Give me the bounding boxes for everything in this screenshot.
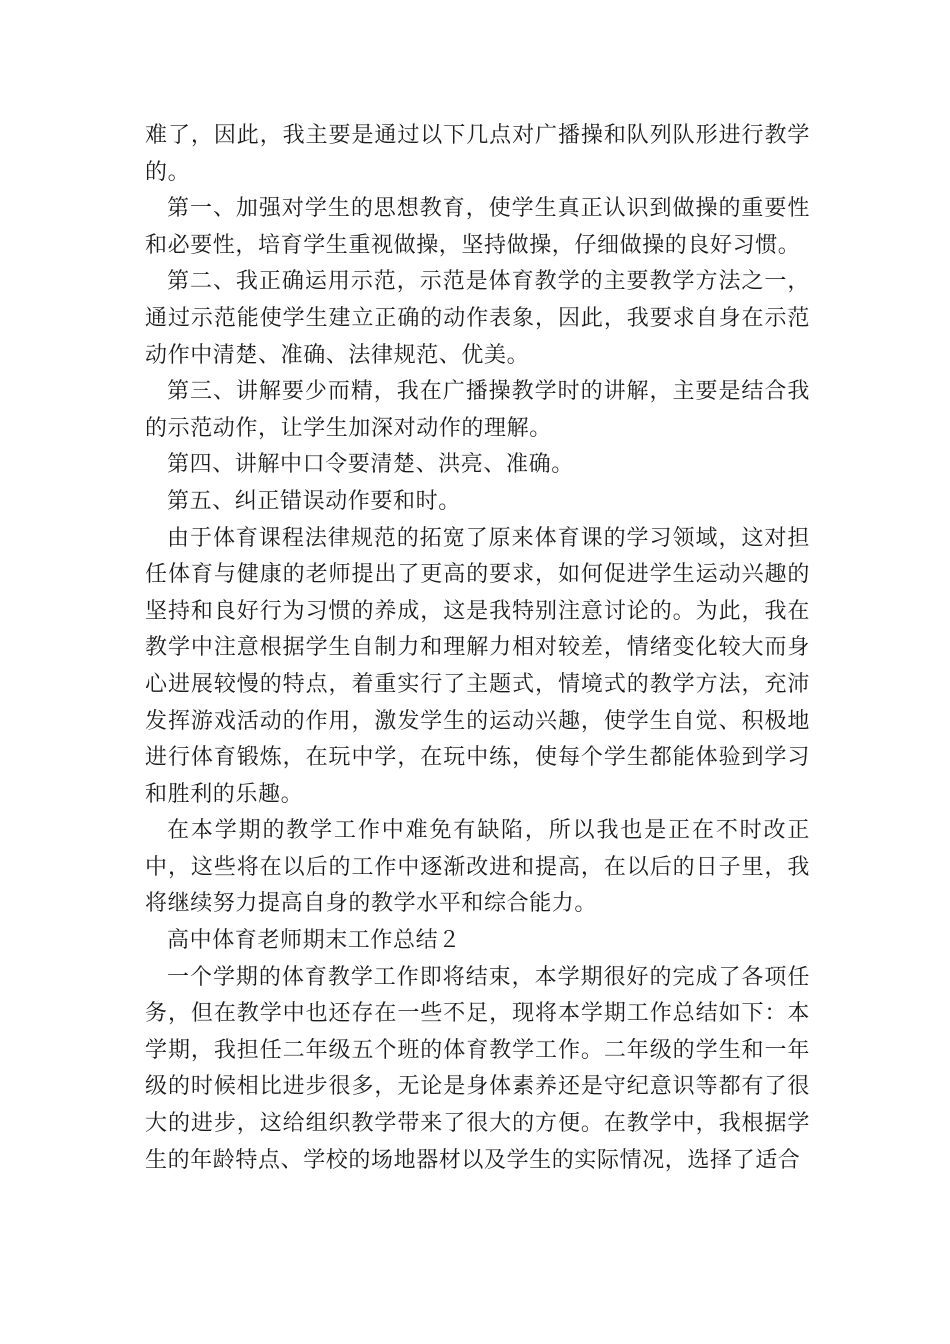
paragraph: 一个学期的体育教学工作即将结束，本学期很好的完成了各项任务，但在教学中也还存在一些不足，现将本学期工作总结如下：本学期，我担任二年级五个班的体育教学工作。二年级的学生和一年级的时候相比进步很多，无论是身体素养还是守纪意识等都有了很大的进步，这给组织教学带来了很大的方便。在教学中，我根据学生的年龄特点、学校的场地器材以及学生的实际情况，选择了适合 (145, 964, 810, 1173)
paragraph: 第二、我正确运用示范，示范是体育教学的主要教学方法之一，通过示范能使学生建立正确的动作表象，因此，我要求自身在示范动作中清楚、准确、法律规范、优美。 (145, 269, 810, 368)
paragraph: 第三、讲解要少而精，我在广播操教学时的讲解，主要是结合我的示范动作，让学生加深对动作的理解。 (145, 379, 810, 441)
paragraph: 第五、纠正错误动作要和时。 (167, 488, 461, 514)
section-heading: 高中体育老师期末工作总结２ (167, 928, 461, 954)
paragraph: 难了，因此，我主要是通过以下几点对广播操和队列队形进行教学的。 (145, 123, 810, 185)
document-body (145, 118, 810, 1179)
paragraph: 第一、加强对学生的思想教育，使学生真正认识到做操的重要性和必要性，培育学生重视做操，坚持做操，仔细做操的良好习惯。 (145, 196, 810, 258)
paragraph: 由于体育课程法律规范的拓宽了原来体育课的学习领域，这对担任体育与健康的老师提出了更高的要求，如何促进学生运动兴趣的坚持和良好行为习惯的养成，这是我特别注意讨论的。为此，我在教学中注意根据学生自制力和理解力相对较差，情绪变化较大而身心进展较慢的特点，着重实行了主题式，情境式的教学方法，充沛发挥游戏活动的作用，激发学生的运动兴趣，使学生自觉、积极地进行体育锻炼，在玩中学，在玩中练，使每个学生都能体验到学习和胜利的乐趣。 (145, 525, 810, 807)
paragraph: 第四、讲解中口令要清楚、洪亮、准确。 (167, 452, 574, 478)
paragraph: 在本学期的教学工作中难免有缺陷，所以我也是正在不时改正中，这些将在以后的工作中逐渐改进和提高，在以后的日子里，我将继续努力提高自身的教学水平和综合能力。 (145, 818, 810, 917)
